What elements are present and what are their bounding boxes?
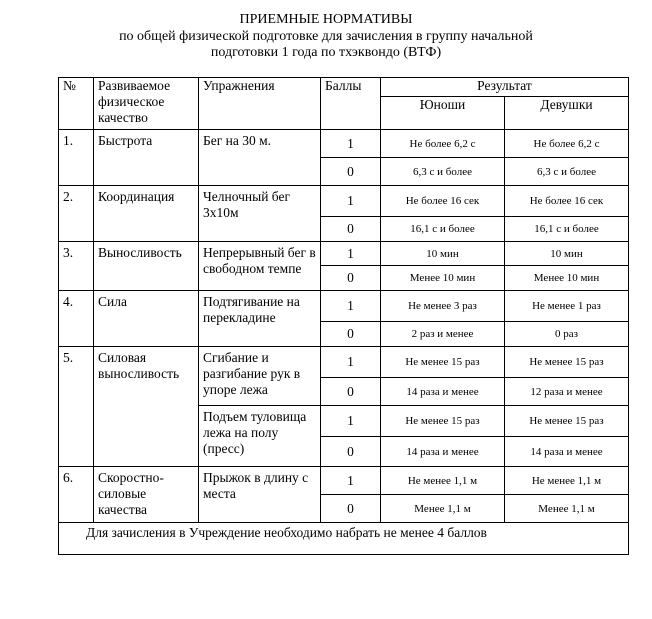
exercise-name: Непрерывный бег в свободном темпе	[199, 242, 321, 291]
result-boys: Не менее 15 раз	[381, 406, 505, 437]
header-number: №	[59, 78, 94, 130]
result-girls: Не более 6,2 с	[505, 130, 629, 158]
points-value: 0	[321, 158, 381, 186]
table-row	[59, 130, 629, 158]
result-girls: 16,1 с и более	[505, 217, 629, 242]
result-boys: 14 раза и менее	[381, 437, 505, 467]
physical-quality: Быстрота	[94, 130, 199, 186]
points-value: 1	[321, 186, 381, 217]
points-value: 0	[321, 495, 381, 523]
points-value: 1	[321, 347, 381, 378]
exercise-name: Прыжок в длину с места	[199, 467, 321, 523]
exercise-name: Подъем туловища лежа на полу (пресс)	[199, 406, 321, 467]
exercise-name: Челночный бег 3х10м	[199, 186, 321, 242]
result-boys: Не более 6,2 с	[381, 130, 505, 158]
points-value: 0	[321, 437, 381, 467]
row-number: 5.	[59, 347, 94, 467]
physical-quality: Выносливость	[94, 242, 199, 291]
row-number: 1.	[59, 130, 94, 186]
result-girls: Не менее 1,1 м	[505, 467, 629, 495]
points-value: 1	[321, 130, 381, 158]
result-boys: Не менее 3 раз	[381, 291, 505, 322]
result-girls: Менее 1,1 м	[505, 495, 629, 523]
document-subtitle-line-2: подготовки 1 года по тхэквондо (ВТФ)	[210, 45, 442, 60]
points-value: 0	[321, 378, 381, 406]
points-value: 1	[321, 467, 381, 495]
table-row	[59, 347, 629, 378]
norms-table	[58, 77, 629, 555]
result-girls: Не менее 15 раз	[505, 406, 629, 437]
points-value: 1	[321, 242, 381, 266]
result-boys: 6,3 с и более	[381, 158, 505, 186]
result-girls: Менее 10 мин	[505, 266, 629, 291]
document-title: ПРИЕМНЫЕ НОРМАТИВЫ	[239, 12, 413, 27]
table-row	[59, 291, 629, 322]
exercise-name: Бег на 30 м.	[199, 130, 321, 186]
result-girls: 0 раз	[505, 322, 629, 347]
result-boys: Менее 1,1 м	[381, 495, 505, 523]
row-number: 3.	[59, 242, 94, 291]
points-value: 0	[321, 217, 381, 242]
result-boys: 2 раз и менее	[381, 322, 505, 347]
result-girls: 10 мин	[505, 242, 629, 266]
result-boys: 10 мин	[381, 242, 505, 266]
physical-quality: Координация	[94, 186, 199, 242]
header-boys: Юноши	[381, 97, 505, 130]
row-number: 6.	[59, 467, 94, 523]
result-boys: Не менее 1,1 м	[381, 467, 505, 495]
result-boys: Менее 10 мин	[381, 266, 505, 291]
points-value: 1	[321, 406, 381, 437]
row-number: 4.	[59, 291, 94, 347]
footer-note: Для зачисления в Учреждение необходимо набрать не менее 4 баллов	[59, 523, 629, 555]
result-boys: Не более 16 сек	[381, 186, 505, 217]
header-exercise: Упражнения	[199, 78, 321, 130]
norms-table-body	[59, 130, 629, 523]
table-row	[59, 467, 629, 495]
result-girls: 12 раза и менее	[505, 378, 629, 406]
header-points: Баллы	[321, 78, 381, 130]
physical-quality: Скоростно-силовые качества	[94, 467, 199, 523]
points-value: 1	[321, 291, 381, 322]
result-girls: 6,3 с и более	[505, 158, 629, 186]
row-number: 2.	[59, 186, 94, 242]
table-row	[59, 186, 629, 217]
result-girls: Не менее 1 раз	[505, 291, 629, 322]
exercise-name: Сгибание и разгибание рук в упоре лежа	[199, 347, 321, 406]
header-girls: Девушки	[505, 97, 629, 130]
physical-quality: Сила	[94, 291, 199, 347]
exercise-name: Подтягивание на перекладине	[199, 291, 321, 347]
points-value: 0	[321, 266, 381, 291]
points-value: 0	[321, 322, 381, 347]
document-subtitle-line-1: по общей физической подготовке для зачисления в группу начальной	[119, 29, 533, 44]
header-result: Результат	[381, 78, 629, 97]
result-girls: 14 раза и менее	[505, 437, 629, 467]
result-boys: 14 раза и менее	[381, 378, 505, 406]
result-girls: Не менее 15 раз	[505, 347, 629, 378]
table-row	[59, 242, 629, 266]
header-quality: Развиваемое физическое качество	[94, 78, 199, 130]
physical-quality: Силовая выносливость	[94, 347, 199, 467]
result-boys: Не менее 15 раз	[381, 347, 505, 378]
result-boys: 16,1 с и более	[381, 217, 505, 242]
result-girls: Не более 16 сек	[505, 186, 629, 217]
